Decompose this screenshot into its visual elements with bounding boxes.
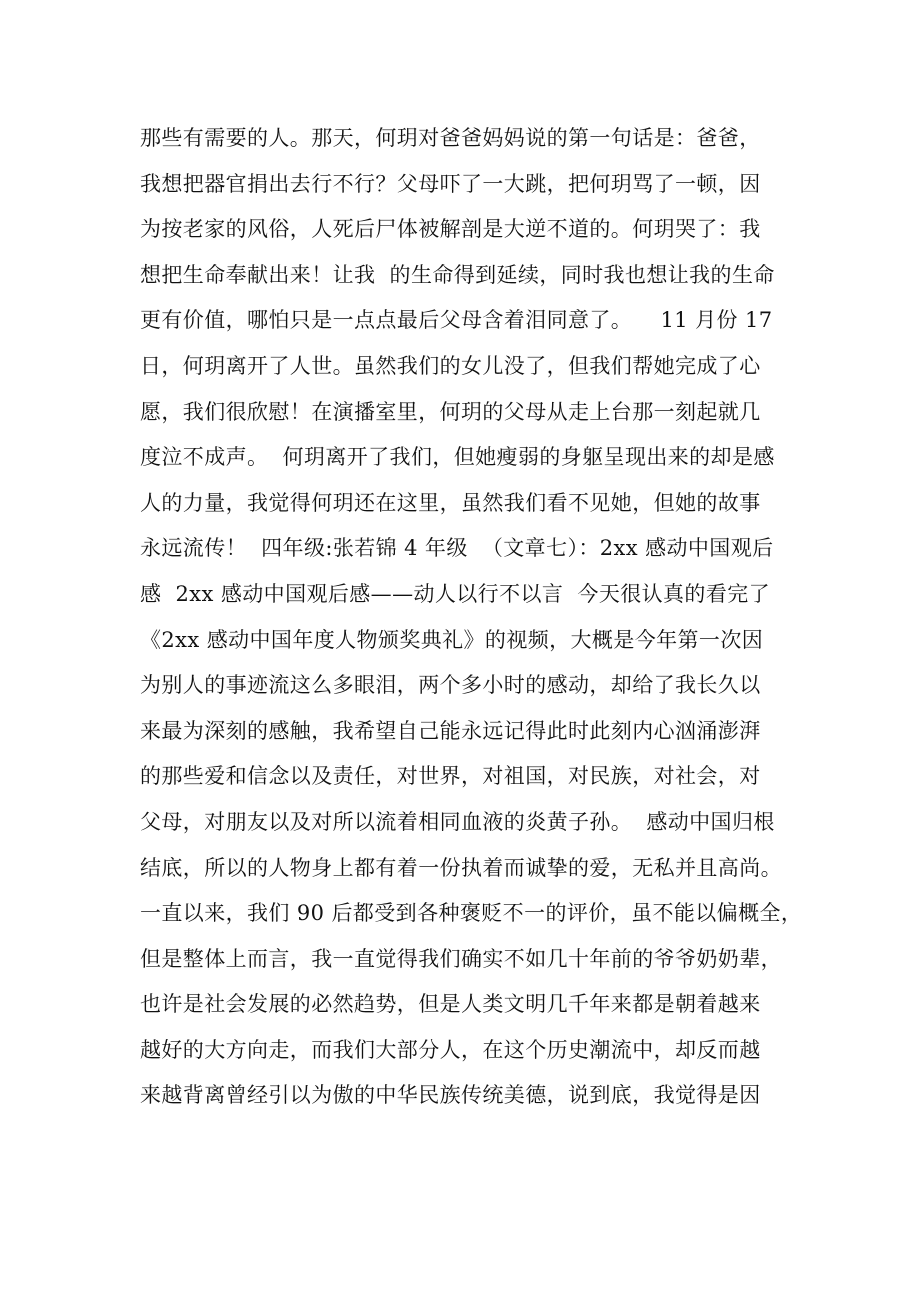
text-line: 为按老家的风俗，人死后尸体被解剖是大逆不道的。何玥哭了：我 bbox=[140, 217, 761, 242]
text-line: 想把生命奉献出来！让我 的生命得到延续，同时我也想让我的生命 bbox=[140, 262, 775, 287]
text-line: 结底，所以的人物身上都有着一份执着而诚挚的爱，无私并且高尚。 bbox=[140, 855, 782, 880]
text-line: 愿，我们很欣慰！在演播室里，何玥的父母从走上台那一刻起就几 bbox=[140, 399, 761, 424]
text-line: 来最为深刻的感触，我希望自己能永远记得此时此刻内心汹涌澎湃 bbox=[140, 718, 761, 743]
text-line: 来越背离曾经引以为傲的中华民族传统美德，说到底，我觉得是因 bbox=[140, 1083, 761, 1108]
text-line: 那些有需要的人。那天，何玥对爸爸妈妈说的第一句话是：爸爸， bbox=[140, 126, 761, 150]
text-line: 一直以来，我们 90 后都受到各种褒贬不一的评价，虽不能以偏概全， bbox=[140, 901, 803, 926]
text-line: 人的力量，我觉得何玥还在这里，虽然我们看不见她，但她的故事 bbox=[140, 490, 761, 515]
text-line: 度泣不成声。 何玥离开了我们，但她瘦弱的身躯呈现出来的却是感 bbox=[140, 445, 775, 470]
text-line: 但是整体上而言，我一直觉得我们确实不如几十年前的爷爷奶奶辈， bbox=[140, 946, 782, 971]
article-body bbox=[140, 116, 803, 1119]
text-line: 为别人的事迹流这么多眼泪，两个多小时的感动，却给了我长久以 bbox=[140, 673, 761, 698]
text-line: 我想把器官捐出去行不行？父母吓了一大跳，把何玥骂了一顿，因 bbox=[140, 171, 761, 196]
text-line: 父母，对朋友以及对所以流着相同血液的炎黄子孙。 感动中国归根 bbox=[140, 809, 775, 834]
text-line: 也许是社会发展的必然趋势，但是人类文明几千年来都是朝着越来 bbox=[140, 992, 761, 1017]
text-line: 感 2xx 感动中国观后感——动人以行不以言 今天很认真的看完了 bbox=[140, 581, 771, 606]
text-line: 《2xx 感动中国年度人物颁奖典礼》的视频，大概是今年第一次因 bbox=[140, 627, 764, 652]
text-line: 更有价值，哪怕只是一点点最后父母含着泪同意了。 11 月份 17 bbox=[140, 308, 773, 333]
text-line: 永远流传！ 四年级:张若锦 4 年级 （文章七）：2xx 感动中国观后 bbox=[140, 536, 774, 561]
text-line: 日，何玥离开了人世。虽然我们的女儿没了，但我们帮她完成了心 bbox=[140, 353, 761, 378]
text-line: 越好的大方向走，而我们大部分人，在这个历史潮流中，却反而越 bbox=[140, 1037, 761, 1062]
text-line: 的那些爱和信念以及责任，对世界，对祖国，对民族，对社会，对 bbox=[140, 764, 761, 789]
